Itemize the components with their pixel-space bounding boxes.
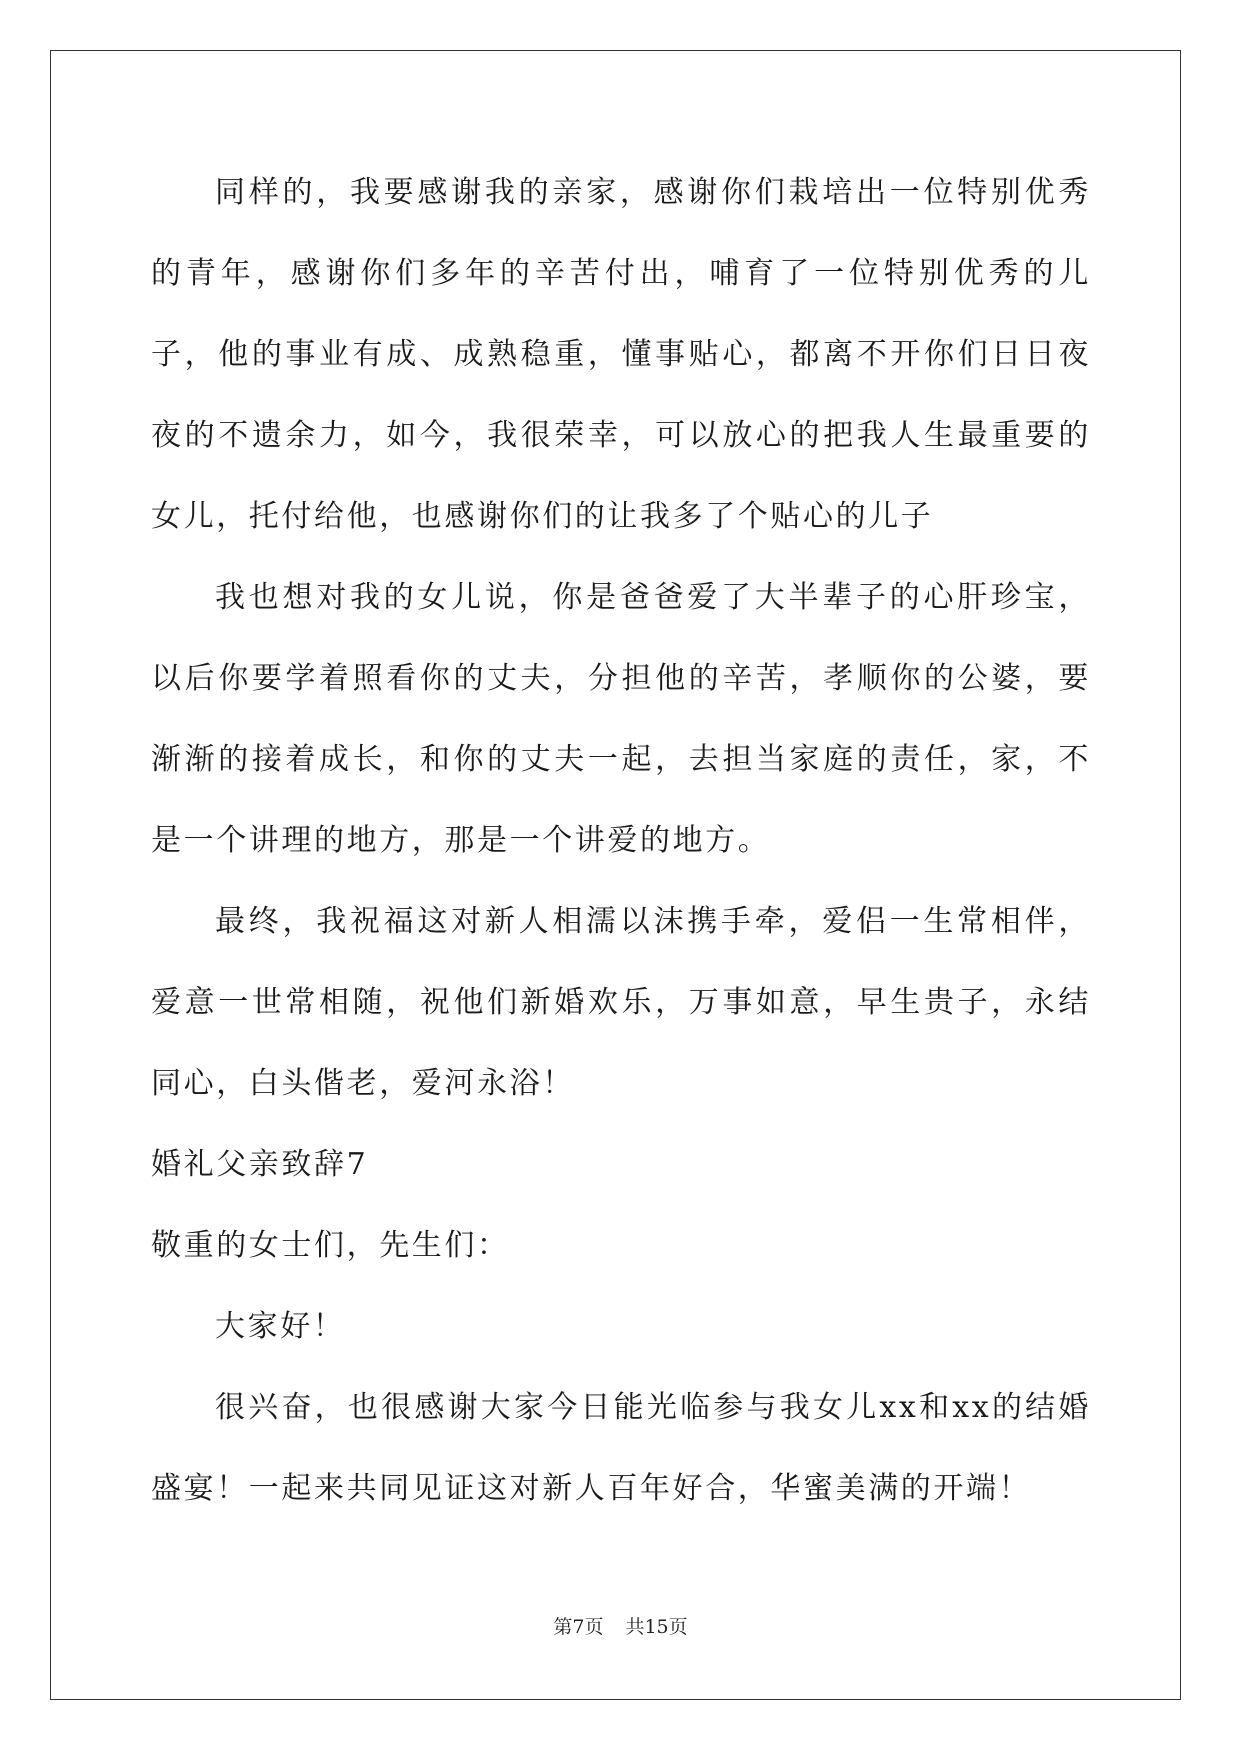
page-total: 共15页 [625, 1616, 688, 1638]
section-heading: 婚礼父亲致辞7 [151, 1147, 369, 1182]
paragraph-to-daughter: 我也想对我的女儿说，你是爸爸爱了大半辈子的心肝珍宝，以后你要学着照看你的丈夫，分担他的辛苦，孝顺你的公婆，要渐渐的接着成长，和你的丈夫一起，去担当家庭的责任，家，不是一个讲理的地方，那是一个讲爱的地方。 [151, 580, 1091, 858]
greeting: 大家好！ [215, 1309, 346, 1344]
salutation: 敬重的女士们，先生们： [151, 1228, 510, 1263]
document-body [151, 152, 1091, 1529]
paragraph-blessing: 最终，我祝福这对新人相濡以沫携手牵，爱侣一生常相伴，爱意一世常相随，祝他们新婚欢乐，万事如意，早生贵子，永结同心，白头偕老，爱河永浴！ [151, 904, 1091, 1101]
page-footer [0, 1612, 1241, 1639]
paragraph-thanks-in-laws: 同样的，我要感谢我的亲家，感谢你们栽培出一位特别优秀的青年，感谢你们多年的辛苦付出，哺育了一位特别优秀的儿子，他的事业有成、成熟稳重，懂事贴心，都离不开你们日日夜夜的不遗余力，如今，我很荣幸，可以放心的把我人生最重要的女儿，托付给他，也感谢你们的让我多了个贴心的儿子 [151, 175, 1091, 534]
paragraph-welcome: 很兴奋，也很感谢大家今日能光临参与我女儿xx和xx的结婚盛宴！一起来共同见证这对新人百年好合，华蜜美满的开端！ [151, 1390, 1091, 1506]
page-number: 第7页 [553, 1616, 604, 1638]
